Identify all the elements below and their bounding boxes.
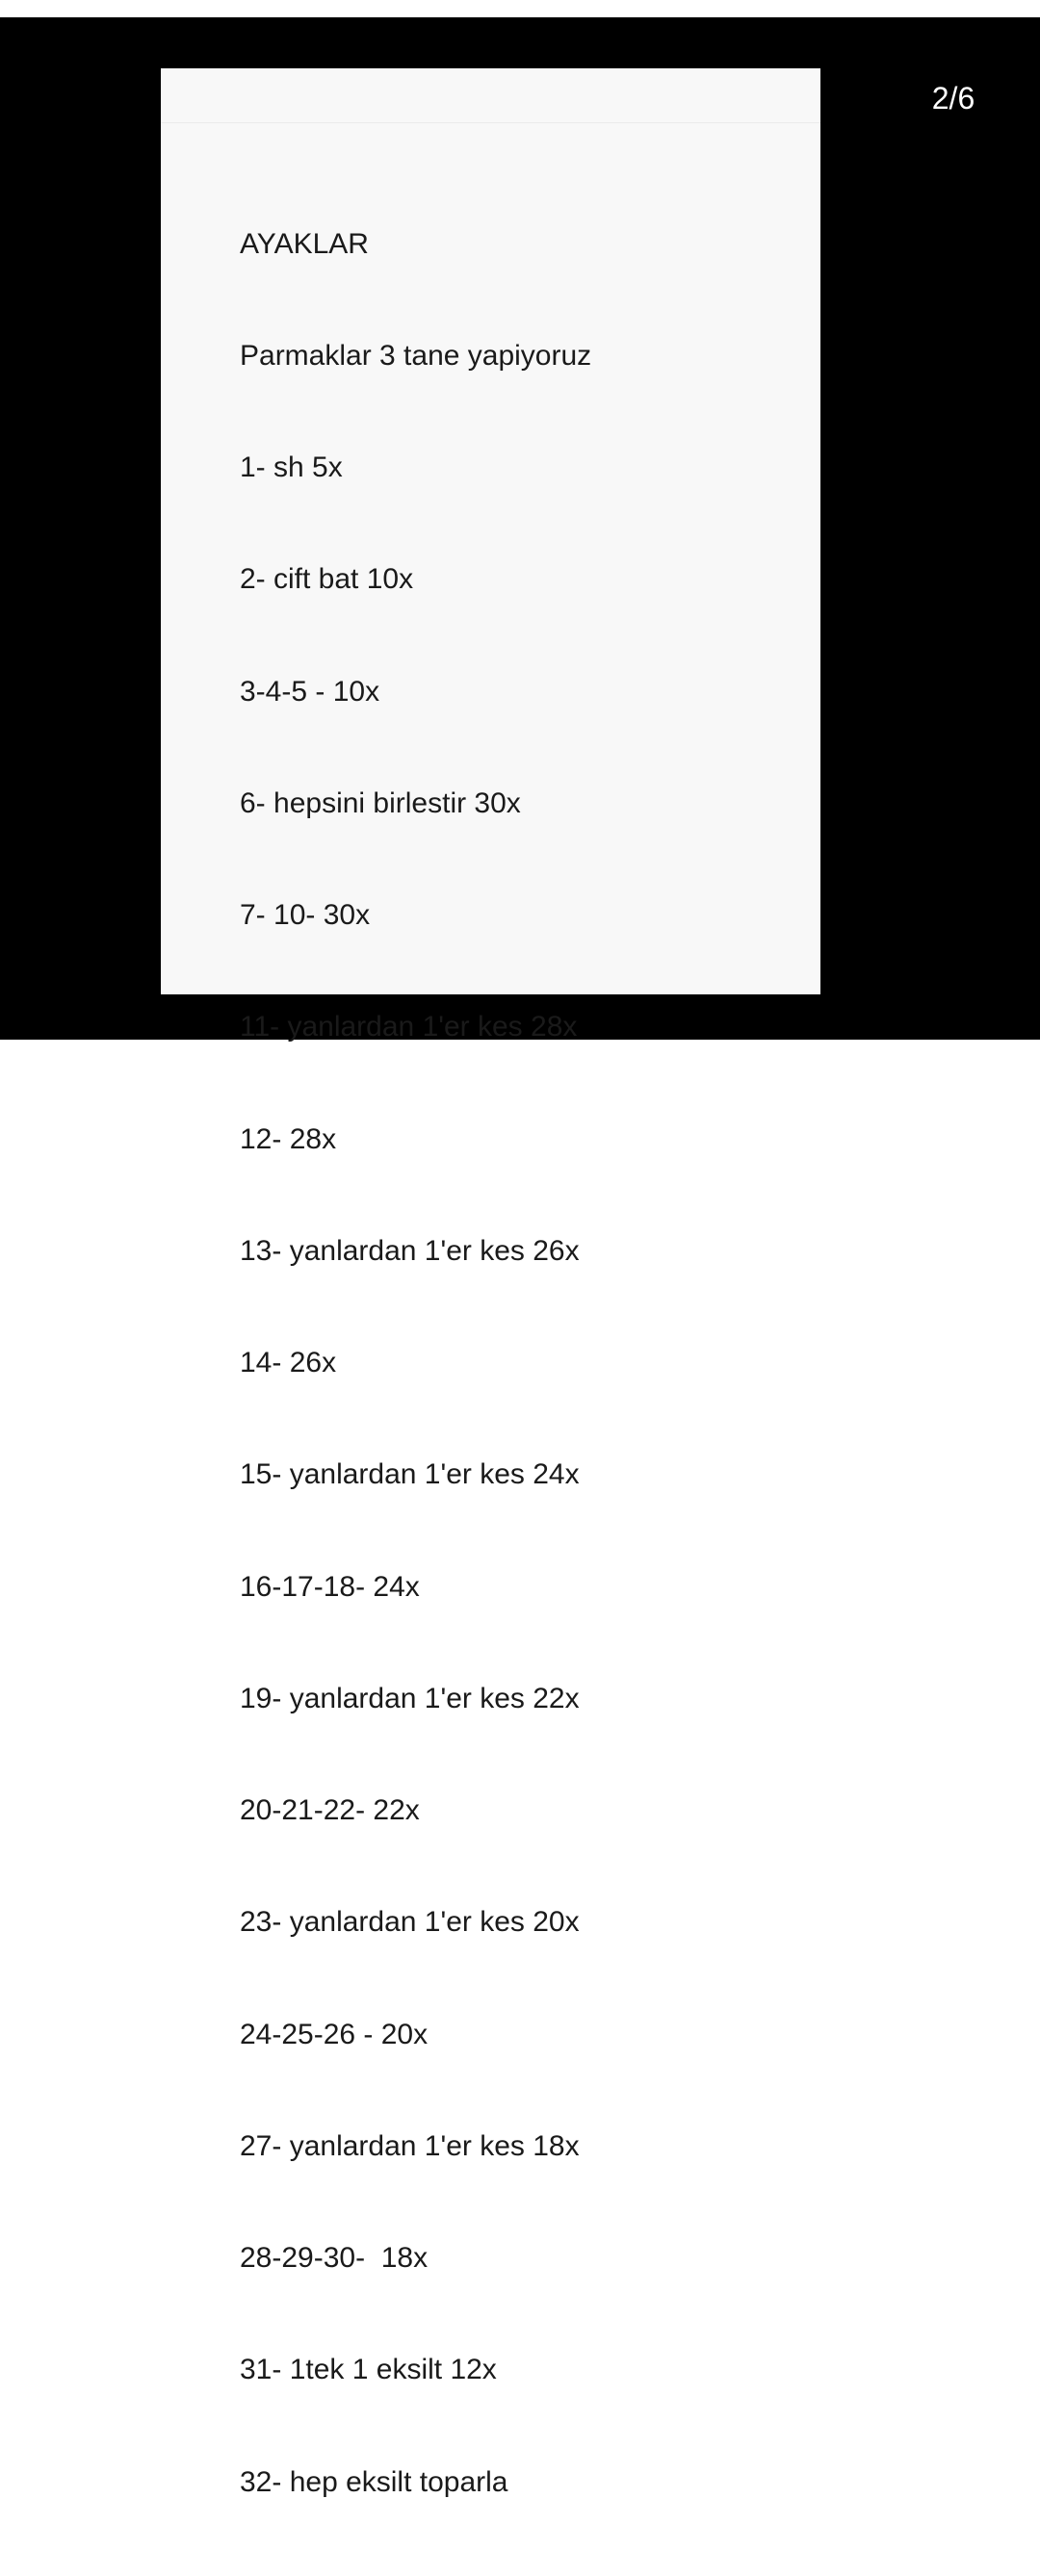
note-line: 1- sh 5x [240, 451, 343, 483]
note-card [161, 68, 820, 2498]
note-line: 24-25-26 - 20x [240, 2018, 429, 2050]
note-line: 12- 28x [240, 1122, 337, 1155]
note-line: 7- 10- 30x [240, 899, 371, 931]
page-counter: 2/6 [931, 81, 975, 116]
note-line: 11- yanlardan 1'er kes 28x [240, 1011, 578, 1043]
note-line: 28-29-30- 18x [240, 2242, 429, 2274]
note-line: 15- yanlardan 1'er kes 24x [240, 1458, 580, 1491]
note-line: 19- yanlardan 1'er kes 22x [240, 1682, 580, 1714]
note-line: 2- cift bat 10x [240, 563, 414, 596]
story-viewer [0, 17, 1040, 2498]
note-title: AYAKLAR [240, 227, 369, 260]
note-line: 23- yanlardan 1'er kes 20x [240, 1906, 580, 1939]
note-line: 6- hepsini birlestir 30x [240, 786, 521, 819]
note-line: 3-4-5 - 10x [240, 675, 380, 708]
note-line: 16-17-18- 24x [240, 1570, 420, 1603]
note-text [240, 151, 591, 2576]
note-line: 20-21-22- 22x [240, 1794, 420, 1826]
note-line: 31- 1tek 1 eksilt 12x [240, 2354, 497, 2386]
note-line: 27- yanlardan 1'er kes 18x [240, 2129, 580, 2162]
note-header-divider [161, 122, 820, 123]
note-line: 32- hep eksilt toparla [240, 2465, 508, 2498]
note-line: 13- yanlardan 1'er kes 26x [240, 1234, 580, 1267]
note-line: Parmaklar 3 tane yapiyoruz [240, 339, 592, 372]
note-line: 14- 26x [240, 1347, 337, 1378]
